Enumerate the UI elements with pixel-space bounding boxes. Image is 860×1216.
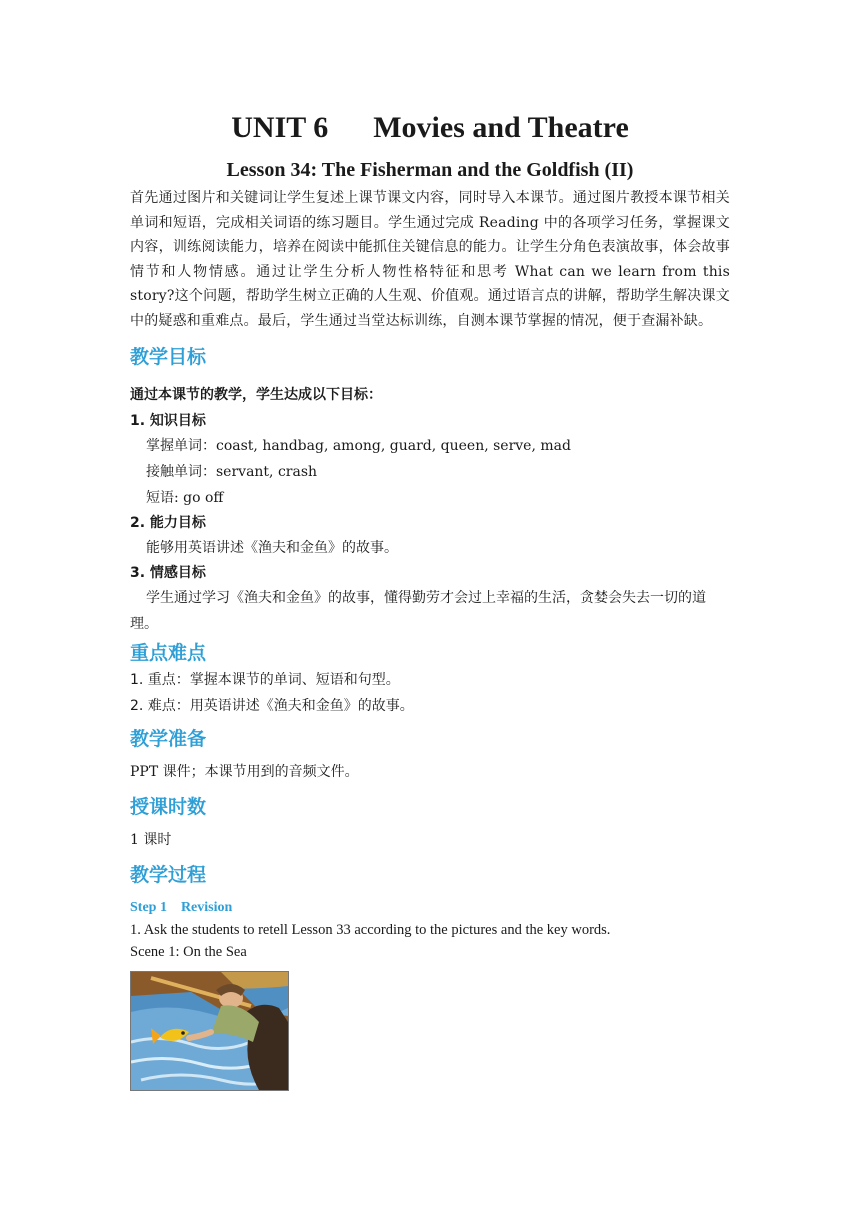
ability-text: 能够用英语讲述《渔夫和金鱼》的故事。 [146, 540, 398, 556]
contact-words: 接触单词：servant, crash [146, 464, 318, 480]
lesson-title: Lesson 34: The Fisherman and the Goldfish (II) [226, 159, 634, 181]
knowledge-heading: 1. 知识目标 [130, 413, 206, 429]
preparation-heading: 教学准备 [130, 728, 207, 750]
document-content [130, 108, 730, 1091]
scene-illustration [130, 971, 289, 1091]
key-point-text: 掌握本课节的单词、短语和句型。 [189, 672, 400, 688]
process-heading: 教学过程 [130, 864, 207, 886]
periods-heading: 授课时数 [130, 796, 207, 818]
mastery-words: 掌握单词：coast, handbag, among, guard, queen, serve, mad [146, 438, 571, 454]
preparation-text: PPT 课件；本课节用到的音频文件。 [130, 764, 359, 780]
difficult-point-item [130, 693, 730, 719]
intro-paragraph: 首先通过图片和关键词让学生复述上课节课文内容，同时导入本课节。通过图片教授本课节相关单词和短语，完成相关词语的练习题目。学生通过完成 Reading 中的各项学习任务，掌握课文内容，训练阅读能力，培养在阅读中能抓住关键信息的能力。让学生分角色表演故事，体会故事情节和人物情感。通过让学生分析人物性格特征和思考 What can we learn from this story?这个问题，帮助学生树立正确的人生观、价值观。通过语言点的讲解，帮助学生解决课文中的疑惑和重难点。最后，学生通过当堂达标训练，自测本课节掌握的情况，便于查漏补缺。 [130, 190, 730, 329]
emotion-heading: 3. 情感目标 [130, 565, 206, 581]
objectives-heading: 教学目标 [130, 346, 207, 368]
key-points-heading: 重点难点 [130, 642, 207, 664]
emotion-text: 学生通过学习《渔夫和金鱼》的故事，懂得勤劳才会过上幸福的生活，贪婪会失去一切的道理。 [130, 590, 706, 632]
key-point-label: 1. 重点： [130, 672, 190, 688]
difficult-point-text: 用英语讲述《渔夫和金鱼》的故事。 [189, 698, 414, 714]
periods-text: 1 课时 [130, 832, 172, 848]
step1-heading: Step 1 Revision [130, 900, 233, 915]
objectives-lead: 通过本课节的教学，学生达成以下目标： [130, 387, 382, 403]
difficult-point-label: 2. 难点： [130, 698, 190, 714]
step1-instruction: 1. Ask the students to retell Lesson 33 according to the pictures and the key words. [130, 922, 611, 938]
key-point-item [130, 667, 730, 693]
ability-heading: 2. 能力目标 [130, 515, 206, 531]
unit-title: UNIT 6 Movies and Theatre [231, 111, 629, 144]
phrases: 短语: go off [146, 490, 224, 506]
scene-label: Scene 1: On the Sea [130, 944, 247, 960]
